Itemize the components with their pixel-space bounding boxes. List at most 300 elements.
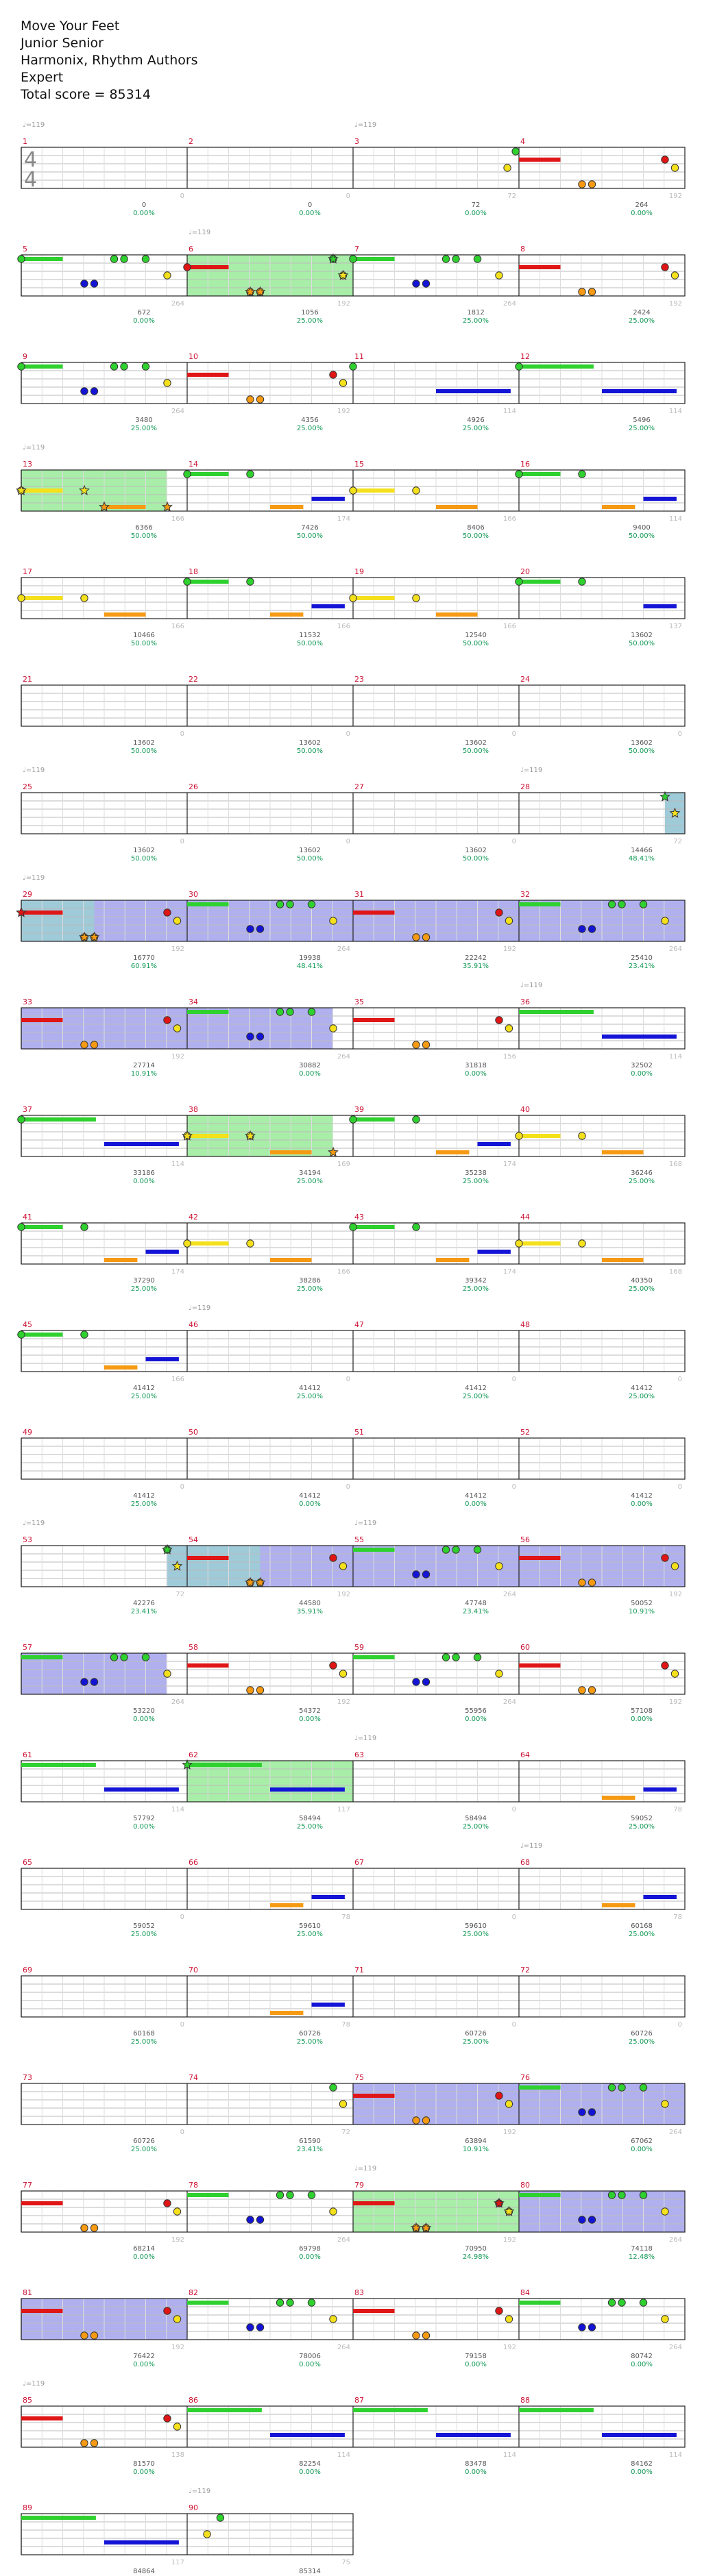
measure-cumulative-score: 41412 <box>465 1385 487 1392</box>
orange-note <box>579 1579 585 1586</box>
measure-number: 14 <box>189 460 198 469</box>
yellow-note <box>173 2208 180 2215</box>
measure-percent: 23.41% <box>462 1608 489 1615</box>
measure-number: 81 <box>23 2288 32 2297</box>
measure-percent: 25.00% <box>628 1178 655 1185</box>
blue-note <box>413 1571 420 1578</box>
measure-percent: 25.00% <box>296 425 324 432</box>
measure-number: 48 <box>520 1320 530 1329</box>
measure-number: 68 <box>520 1858 530 1867</box>
red-sustain <box>21 911 63 915</box>
green-note <box>512 148 519 155</box>
measure-number: 27 <box>354 782 364 791</box>
measure-note-score: 0 <box>346 730 350 738</box>
measure-cumulative-score: 59610 <box>465 1922 487 1930</box>
green-note <box>640 2192 646 2199</box>
tempo-marker: ♩=119 <box>189 229 211 236</box>
orange-sustain <box>270 2011 303 2015</box>
measure-cumulative-score: 13602 <box>465 739 487 747</box>
measure-percent: 23.41% <box>130 1608 158 1615</box>
measure-cumulative-score: 54372 <box>299 1707 321 1715</box>
red-note <box>496 1017 503 1024</box>
measure-cumulative-score: 59052 <box>631 1815 653 1822</box>
measure-percent: 0.00% <box>299 2253 321 2261</box>
solo-overlay <box>260 1546 353 1587</box>
yellow-sustain <box>21 596 63 600</box>
tempo-marker: ♩=119 <box>23 444 45 451</box>
green-sustain <box>187 2408 262 2412</box>
green-sustain <box>187 2193 229 2197</box>
measure-note-score: 0 <box>511 1376 516 1383</box>
measure-cumulative-score: 55956 <box>465 1707 487 1715</box>
red-note <box>330 371 337 378</box>
measure-number: 86 <box>189 2396 198 2405</box>
measure-percent: 0.00% <box>133 1823 155 1831</box>
measure-number: 53 <box>23 1535 32 1544</box>
measure-cumulative-score: 70950 <box>465 2245 487 2253</box>
yellow-note <box>164 272 171 279</box>
green-note <box>452 1654 459 1661</box>
measure-cumulative-score: 57108 <box>631 1707 653 1715</box>
measure-number: 44 <box>520 1213 530 1222</box>
measure-cumulative-score: 60168 <box>133 2030 155 2038</box>
blue-sustain <box>312 604 345 608</box>
green-note <box>330 2084 337 2091</box>
green-note <box>618 901 625 908</box>
measure-number: 28 <box>520 782 530 791</box>
measure-percent: 35.91% <box>462 963 489 970</box>
measure-percent: 25.00% <box>130 1500 158 1508</box>
measure-number: 20 <box>520 567 530 576</box>
measure-percent: 25.00% <box>296 1931 324 1938</box>
measure-cumulative-score: 13602 <box>299 739 321 747</box>
measure-cumulative-score: 67062 <box>631 2138 653 2145</box>
green-note <box>350 1224 356 1230</box>
measure-number: 11 <box>354 352 364 361</box>
measure-cumulative-score: 37290 <box>133 1277 155 1285</box>
measure-percent: 50.00% <box>296 640 324 647</box>
blue-note <box>422 1571 429 1578</box>
measure-number: 54 <box>189 1535 198 1544</box>
red-sustain <box>519 1556 561 1560</box>
green-note <box>276 2299 283 2306</box>
measure-cumulative-score: 8406 <box>467 524 485 532</box>
measure-number: 60 <box>520 1643 530 1652</box>
red-sustain <box>21 2309 63 2313</box>
green-note <box>640 2299 646 2306</box>
yellow-sustain <box>187 1134 229 1138</box>
green-note <box>287 2192 293 2199</box>
tempo-marker: ♩=119 <box>354 2165 377 2172</box>
blue-sustain <box>312 1895 345 1899</box>
time-signature-denominator: 4 <box>24 168 38 192</box>
orange-sustain <box>602 1150 644 1154</box>
orange-note <box>90 2332 97 2339</box>
measure-percent: 25.00% <box>462 1393 489 1400</box>
measure-cumulative-score: 69798 <box>299 2245 321 2253</box>
orange-sustain <box>602 1258 644 1262</box>
orange-note <box>413 2117 420 2124</box>
measure-percent: 25.00% <box>628 1393 655 1400</box>
red-sustain <box>187 265 229 269</box>
measure-note-score: 264 <box>668 2236 682 2244</box>
yellow-note <box>350 487 356 494</box>
measure-cumulative-score: 4356 <box>301 417 319 424</box>
yellow-note <box>505 917 512 924</box>
blue-sustain <box>104 2540 179 2544</box>
green-sustain <box>519 1010 594 1014</box>
measure-cumulative-score: 4926 <box>467 417 485 424</box>
measure-number: 12 <box>520 352 530 361</box>
tempo-marker: ♩=119 <box>23 767 45 774</box>
yellow-note <box>505 2316 512 2323</box>
green-sustain <box>353 1655 395 1659</box>
blue-note <box>588 2216 595 2223</box>
measure-percent: 25.00% <box>628 1931 655 1938</box>
measure-cumulative-score: 13602 <box>631 739 653 747</box>
measure-number: 90 <box>189 2503 198 2512</box>
orange-note <box>90 2440 97 2447</box>
measure-note-score: 0 <box>511 1483 516 1491</box>
measure-note-score: 114 <box>503 2451 516 2459</box>
orange-note <box>588 1579 595 1586</box>
measure-note-score: 174 <box>337 515 350 523</box>
green-note <box>276 1008 283 1015</box>
measure-percent: 0.00% <box>631 2146 653 2153</box>
song-artist: Junior Senior <box>21 36 104 51</box>
green-note <box>608 2084 615 2091</box>
measure-cumulative-score: 40350 <box>631 1277 653 1285</box>
green-sustain <box>519 364 594 369</box>
measure-number: 2 <box>189 137 193 146</box>
measure-note-score: 114 <box>668 408 682 415</box>
measure-number: 49 <box>23 1428 32 1437</box>
yellow-note <box>505 2101 512 2107</box>
red-note <box>662 1555 668 1561</box>
measure-note-score: 0 <box>346 193 350 200</box>
red-note <box>662 1662 668 1669</box>
measure-cumulative-score: 9400 <box>633 524 651 532</box>
green-note <box>81 1224 88 1230</box>
measure-percent: 10.91% <box>462 2146 489 2153</box>
measure-percent: 25.00% <box>462 425 489 432</box>
red-note <box>330 1555 337 1561</box>
yellow-note <box>350 595 356 602</box>
measure-note-score: 264 <box>668 2129 682 2136</box>
yellow-sustain <box>353 488 395 493</box>
measure-note-score: 114 <box>668 1053 682 1061</box>
green-sustain <box>187 2301 229 2305</box>
yellow-note <box>413 487 420 494</box>
green-note <box>579 471 585 478</box>
orange-sustain <box>270 612 303 617</box>
measure-cumulative-score: 76422 <box>133 2353 155 2360</box>
measure-note-score: 174 <box>503 1268 516 1276</box>
green-note <box>287 1008 293 1015</box>
green-note <box>121 256 128 262</box>
blue-note <box>579 926 585 932</box>
blue-sustain <box>602 389 677 393</box>
measure-percent: 10.91% <box>130 1070 158 1078</box>
measure-note-score: 137 <box>668 623 682 630</box>
orange-note <box>247 396 254 403</box>
measure-percent: 50.00% <box>628 640 655 647</box>
measure-note-score: 264 <box>337 945 350 953</box>
measure-note-score: 264 <box>503 300 516 308</box>
orange-note <box>247 1687 254 1694</box>
measure-cumulative-score: 61590 <box>299 2138 321 2145</box>
orange-note <box>81 2225 88 2231</box>
measure-note-score: 192 <box>503 2236 516 2244</box>
measure-number: 57 <box>23 1643 32 1652</box>
measure-note-score: 192 <box>337 300 350 308</box>
measure-note-score: 117 <box>337 1806 350 1813</box>
blue-note <box>422 280 429 287</box>
measure-number: 71 <box>354 1966 364 1974</box>
measure-percent: 50.00% <box>296 532 324 540</box>
measure-number: 25 <box>23 782 32 791</box>
yellow-note <box>339 2101 346 2107</box>
blue-sustain <box>146 1250 179 1254</box>
measure-note-score: 192 <box>503 945 516 953</box>
measure-number: 55 <box>354 1535 364 1544</box>
tempo-marker: ♩=119 <box>189 1304 211 1312</box>
measure-cumulative-score: 60726 <box>465 2030 487 2038</box>
green-note <box>217 2514 223 2521</box>
blue-sustain <box>644 604 677 608</box>
orange-note <box>579 181 585 188</box>
measure-note-score: 72 <box>176 1591 184 1598</box>
measure-cumulative-score: 0 <box>307 201 313 209</box>
green-sustain <box>519 580 561 584</box>
measure-percent: 24.98% <box>462 2253 489 2261</box>
measure-cumulative-score: 264 <box>635 201 649 209</box>
measure-note-score: 264 <box>668 945 682 953</box>
red-sustain <box>353 1018 395 1022</box>
measure-note-score: 192 <box>171 945 184 953</box>
measure-percent: 25.00% <box>462 1823 489 1831</box>
orange-sustain <box>602 1903 635 1907</box>
song-title: Move Your Feet <box>21 18 120 34</box>
yellow-note <box>339 1670 346 1677</box>
red-note <box>662 264 668 271</box>
measure-note-score: 192 <box>503 2344 516 2351</box>
measure-number: 39 <box>354 1105 364 1114</box>
song-difficulty: Expert <box>21 70 64 85</box>
measure-number: 84 <box>520 2288 530 2297</box>
measure-percent: 0.00% <box>299 2468 321 2476</box>
measure-cumulative-score: 82254 <box>299 2460 321 2468</box>
green-note <box>184 471 191 478</box>
green-note <box>640 901 646 908</box>
orange-note <box>81 2332 88 2339</box>
measure-percent: 0.00% <box>631 210 653 217</box>
green-note <box>18 1331 25 1338</box>
measure-number: 19 <box>354 567 364 576</box>
measure-cumulative-score: 72 <box>471 201 481 209</box>
green-note <box>121 363 128 370</box>
measure-percent: 60.91% <box>130 963 158 970</box>
measure-cumulative-score: 25410 <box>631 954 653 962</box>
measure-percent: 25.00% <box>296 2038 324 2046</box>
red-sustain <box>353 2201 395 2205</box>
red-note <box>330 1662 337 1669</box>
measure-note-score: 0 <box>511 2021 516 2029</box>
measure-note-score: 264 <box>337 1053 350 1061</box>
green-note <box>184 578 191 585</box>
measure-cumulative-score: 10466 <box>133 632 155 639</box>
measure-cumulative-score: 3480 <box>135 417 153 424</box>
measure-number: 50 <box>189 1428 198 1437</box>
measure-number: 15 <box>354 460 364 469</box>
blue-sustain <box>146 1357 179 1361</box>
green-note <box>247 578 254 585</box>
measure-number: 7 <box>354 245 359 253</box>
measure-note-score: 0 <box>180 193 184 200</box>
measure-cumulative-score: 5496 <box>633 417 651 424</box>
measure-number: 47 <box>354 1320 364 1329</box>
red-sustain <box>353 2094 395 2098</box>
measure-note-score: 114 <box>668 2451 682 2459</box>
yellow-note <box>330 2316 337 2323</box>
measure-number: 73 <box>23 2073 32 2082</box>
green-sustain <box>519 2193 561 2197</box>
measure-cumulative-score: 14466 <box>631 847 653 854</box>
orange-sustain <box>104 1258 137 1262</box>
measure-percent: 25.00% <box>462 1285 489 1293</box>
measure-note-score: 166 <box>337 1268 350 1276</box>
measure-cumulative-score: 78006 <box>299 2353 321 2360</box>
yellow-note <box>671 272 678 279</box>
blue-sustain <box>270 2433 345 2437</box>
measure-number: 70 <box>189 1966 198 1974</box>
measure-cumulative-score: 35238 <box>465 1169 487 1177</box>
yellow-sustain <box>519 1134 561 1138</box>
measure-cumulative-score: 58494 <box>299 1815 321 1822</box>
measure-note-score: 117 <box>171 2559 184 2566</box>
orange-sustain <box>270 1150 312 1154</box>
green-note <box>452 1546 459 1553</box>
measure-cumulative-score: 36246 <box>631 1169 653 1177</box>
tempo-marker: ♩=119 <box>520 982 543 989</box>
blue-note <box>81 388 88 395</box>
tempo-marker: ♩=119 <box>520 1842 543 1850</box>
yellow-note <box>496 272 503 279</box>
measure-percent: 25.00% <box>296 1178 324 1185</box>
yellow-note <box>662 917 668 924</box>
green-note <box>618 2299 625 2306</box>
measure-note-score: 0 <box>677 1376 682 1383</box>
measure-number: 77 <box>23 2181 32 2190</box>
measure-percent: 50.00% <box>130 855 158 863</box>
measure-percent: 0.00% <box>465 2361 487 2368</box>
measure-note-score: 192 <box>668 1591 682 1598</box>
orange-sustain <box>104 612 146 617</box>
measure-note-score: 0 <box>346 1376 350 1383</box>
measure-note-score: 192 <box>171 1053 184 1061</box>
measure-note-score: 166 <box>171 515 184 523</box>
red-sustain <box>519 1663 561 1668</box>
measure-percent: 25.00% <box>628 1823 655 1831</box>
green-note <box>142 1654 149 1661</box>
measure-cumulative-score: 16770 <box>133 954 155 962</box>
blue-sustain <box>644 1895 677 1899</box>
blue-sustain <box>602 2433 677 2437</box>
blue-note <box>247 926 254 932</box>
blue-sustain <box>270 1787 345 1792</box>
measure-percent: 0.00% <box>299 210 321 217</box>
tempo-marker: ♩=119 <box>354 121 377 129</box>
yellow-note <box>579 1132 585 1139</box>
green-note <box>308 2192 315 2199</box>
measure-cumulative-score: 33186 <box>133 1169 155 1177</box>
measure-note-score: 192 <box>668 300 682 308</box>
orange-note <box>90 1041 97 1048</box>
blue-note <box>247 2216 254 2223</box>
red-note <box>164 2200 171 2207</box>
measure-number: 65 <box>23 1858 32 1867</box>
green-sustain <box>353 1548 395 1552</box>
green-note <box>579 578 585 585</box>
green-sustain <box>187 472 229 476</box>
orange-note <box>422 2117 429 2124</box>
measure-number: 32 <box>520 890 530 899</box>
measure-note-score: 0 <box>677 1483 682 1491</box>
measure-number: 83 <box>354 2288 364 2297</box>
measure-cumulative-score: 1056 <box>301 309 319 317</box>
tempo-marker: ♩=119 <box>23 1520 45 1527</box>
measure-percent: 25.00% <box>462 1178 489 1185</box>
measure-note-score: 114 <box>337 2451 350 2459</box>
yellow-note <box>173 1025 180 1032</box>
green-sustain <box>21 2516 96 2520</box>
orange-sustain <box>104 505 146 509</box>
blue-note <box>247 2324 254 2331</box>
measure-percent: 0.00% <box>631 2468 653 2476</box>
green-note <box>18 1224 25 1230</box>
orange-note <box>422 934 429 941</box>
yellow-note <box>671 1563 678 1570</box>
measure-note-score: 264 <box>337 2236 350 2244</box>
yellow-note <box>184 1240 191 1247</box>
measure-note-score: 169 <box>337 1161 350 1168</box>
measure-cumulative-score: 39342 <box>465 1277 487 1285</box>
measure-cumulative-score: 13602 <box>133 847 155 854</box>
measure-cumulative-score: 0 <box>141 201 147 209</box>
yellow-note <box>662 2316 668 2323</box>
blue-note <box>90 388 97 395</box>
measure-percent: 50.00% <box>130 532 158 540</box>
green-sustain <box>519 2301 561 2305</box>
green-sustain <box>519 2085 561 2090</box>
measure-cumulative-score: 57792 <box>133 1815 155 1822</box>
measure-note-score: 78 <box>341 2021 350 2029</box>
measure-note-score: 0 <box>180 1483 184 1491</box>
measure-percent: 0.00% <box>133 317 155 325</box>
yellow-note <box>330 1025 337 1032</box>
orange-note <box>588 288 595 295</box>
measure-number: 61 <box>23 1750 32 1759</box>
measure-percent: 0.00% <box>631 1070 653 1078</box>
red-note <box>184 264 191 271</box>
measure-cumulative-score: 50052 <box>631 1600 653 1607</box>
green-sustain <box>187 580 229 584</box>
blue-note <box>256 1033 263 1040</box>
measure-percent: 0.00% <box>133 2253 155 2261</box>
green-sustain <box>353 1225 395 1229</box>
measure-note-score: 166 <box>171 623 184 630</box>
green-note <box>442 1654 449 1661</box>
